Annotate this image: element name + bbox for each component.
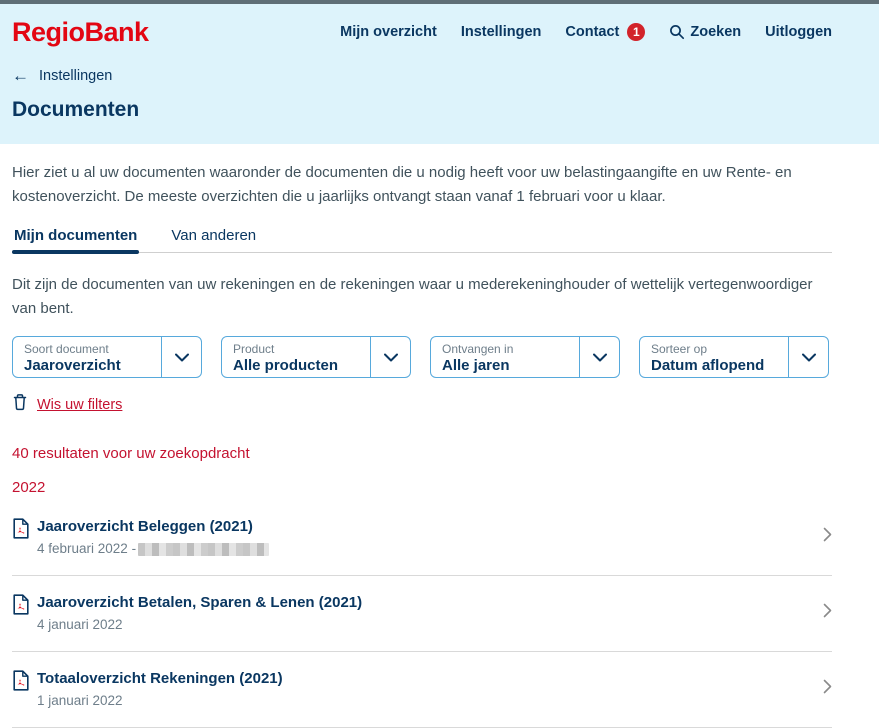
filter-soort-document[interactable] xyxy=(12,336,202,378)
chevron-down-icon xyxy=(579,337,619,377)
chevron-down-icon xyxy=(788,337,828,377)
chevron-right-icon xyxy=(823,603,832,623)
filter-label: Soort document xyxy=(24,342,109,356)
document-text xyxy=(37,517,813,557)
redacted-account-info xyxy=(138,543,269,556)
document-title: Jaaroverzicht Beleggen (2021) xyxy=(37,518,253,535)
chevron-right-icon xyxy=(823,527,832,547)
arrow-left-icon: ← xyxy=(12,66,29,85)
document-title: Jaaroverzicht Betalen, Sparen & Lenen (2021) xyxy=(37,594,363,611)
document-text xyxy=(37,669,813,709)
clear-filters-link[interactable] xyxy=(12,393,122,416)
nav-label: Uitloggen xyxy=(765,24,832,40)
filter-sorteer-op[interactable] xyxy=(639,336,829,378)
pdf-file-icon xyxy=(12,594,32,620)
filter-label: Sorteer op xyxy=(651,342,708,356)
filter-product[interactable] xyxy=(221,336,411,378)
regiobank-logo[interactable]: RegioBank xyxy=(12,17,149,47)
top-nav-bar xyxy=(12,4,832,48)
nav-label: Zoeken xyxy=(690,24,742,40)
document-date xyxy=(37,541,813,557)
filter-label: Product xyxy=(233,342,275,356)
results-summary: 40 resultaten voor uw zoekopdracht xyxy=(12,445,250,462)
tab-mijn-documenten[interactable]: Mijn documenten xyxy=(12,227,139,252)
document-date-text: 1 januari 2022 xyxy=(37,693,123,708)
nav-item-contact[interactable] xyxy=(565,23,645,41)
filter-value: Alle producten xyxy=(233,357,339,374)
page-header xyxy=(0,4,879,144)
chevron-down-icon xyxy=(161,337,201,377)
year-group-heading: 2022 xyxy=(12,479,46,496)
nav-label: Contact xyxy=(565,24,620,40)
tab-description: Dit zijn de documenten van uw rekeningen en de rekeningen waar u mederekeninghouder of wettelijk vertegenwoordiger van bent. xyxy=(12,276,813,317)
document-date-text: 4 januari 2022 xyxy=(37,617,123,632)
nav-label: Mijn overzicht xyxy=(340,24,437,40)
breadcrumb-back-link[interactable] xyxy=(12,68,112,84)
filter-value: Datum aflopend xyxy=(651,357,765,374)
filter-value: Jaaroverzicht xyxy=(24,357,121,374)
document-row-jaaroverzicht-beleggen[interactable] xyxy=(12,500,832,576)
main-nav xyxy=(340,23,832,41)
filter-text xyxy=(13,337,161,377)
document-title: Totaaloverzicht Rekeningen (2021) xyxy=(37,670,283,687)
nav-item-zoeken[interactable] xyxy=(669,24,741,40)
filter-text xyxy=(431,337,579,377)
document-date xyxy=(37,693,813,709)
search-icon xyxy=(669,24,685,40)
document-list xyxy=(12,500,832,728)
intro-paragraph: Hier ziet u al uw documenten waaronder de documenten die u nodig heeft voor uw belastingaangifte en uw Rente- en kostenoverzicht. De meeste overzichten die u jaarlijks ontvangt staan vanaf 1 februari voor u klaar. xyxy=(12,164,792,205)
main-content xyxy=(0,161,879,728)
filter-value: Alle jaren xyxy=(442,357,510,374)
trash-icon xyxy=(12,393,28,416)
filter-label: Ontvangen in xyxy=(442,342,514,356)
nav-item-uitloggen[interactable] xyxy=(765,24,832,40)
tab-van-anderen[interactable]: Van anderen xyxy=(171,227,257,244)
page-title: Documenten xyxy=(12,98,140,121)
notification-badge: 1 xyxy=(627,23,645,41)
nav-item-instellingen[interactable] xyxy=(461,24,542,40)
filter-bar xyxy=(12,336,832,378)
breadcrumb-label: Instellingen xyxy=(39,68,113,84)
document-date-text: 4 februari 2022 - xyxy=(37,541,137,556)
nav-item-mijn-overzicht[interactable] xyxy=(340,24,437,40)
document-row-jaaroverzicht-betalen-sparen-lenen[interactable] xyxy=(12,576,832,652)
chevron-down-icon xyxy=(370,337,410,377)
nav-label: Instellingen xyxy=(460,24,542,40)
document-date xyxy=(37,617,813,633)
filter-text xyxy=(640,337,788,377)
document-row-totaaloverzicht-rekeningen[interactable] xyxy=(12,652,832,728)
filter-ontvangen-in[interactable] xyxy=(430,336,620,378)
chevron-right-icon xyxy=(823,679,832,699)
pdf-file-icon xyxy=(12,670,32,696)
pdf-file-icon xyxy=(12,518,32,544)
filter-text xyxy=(222,337,370,377)
documents-tabs xyxy=(12,227,832,253)
clear-filters-label: Wis uw filters xyxy=(37,396,123,413)
document-text xyxy=(37,593,813,633)
